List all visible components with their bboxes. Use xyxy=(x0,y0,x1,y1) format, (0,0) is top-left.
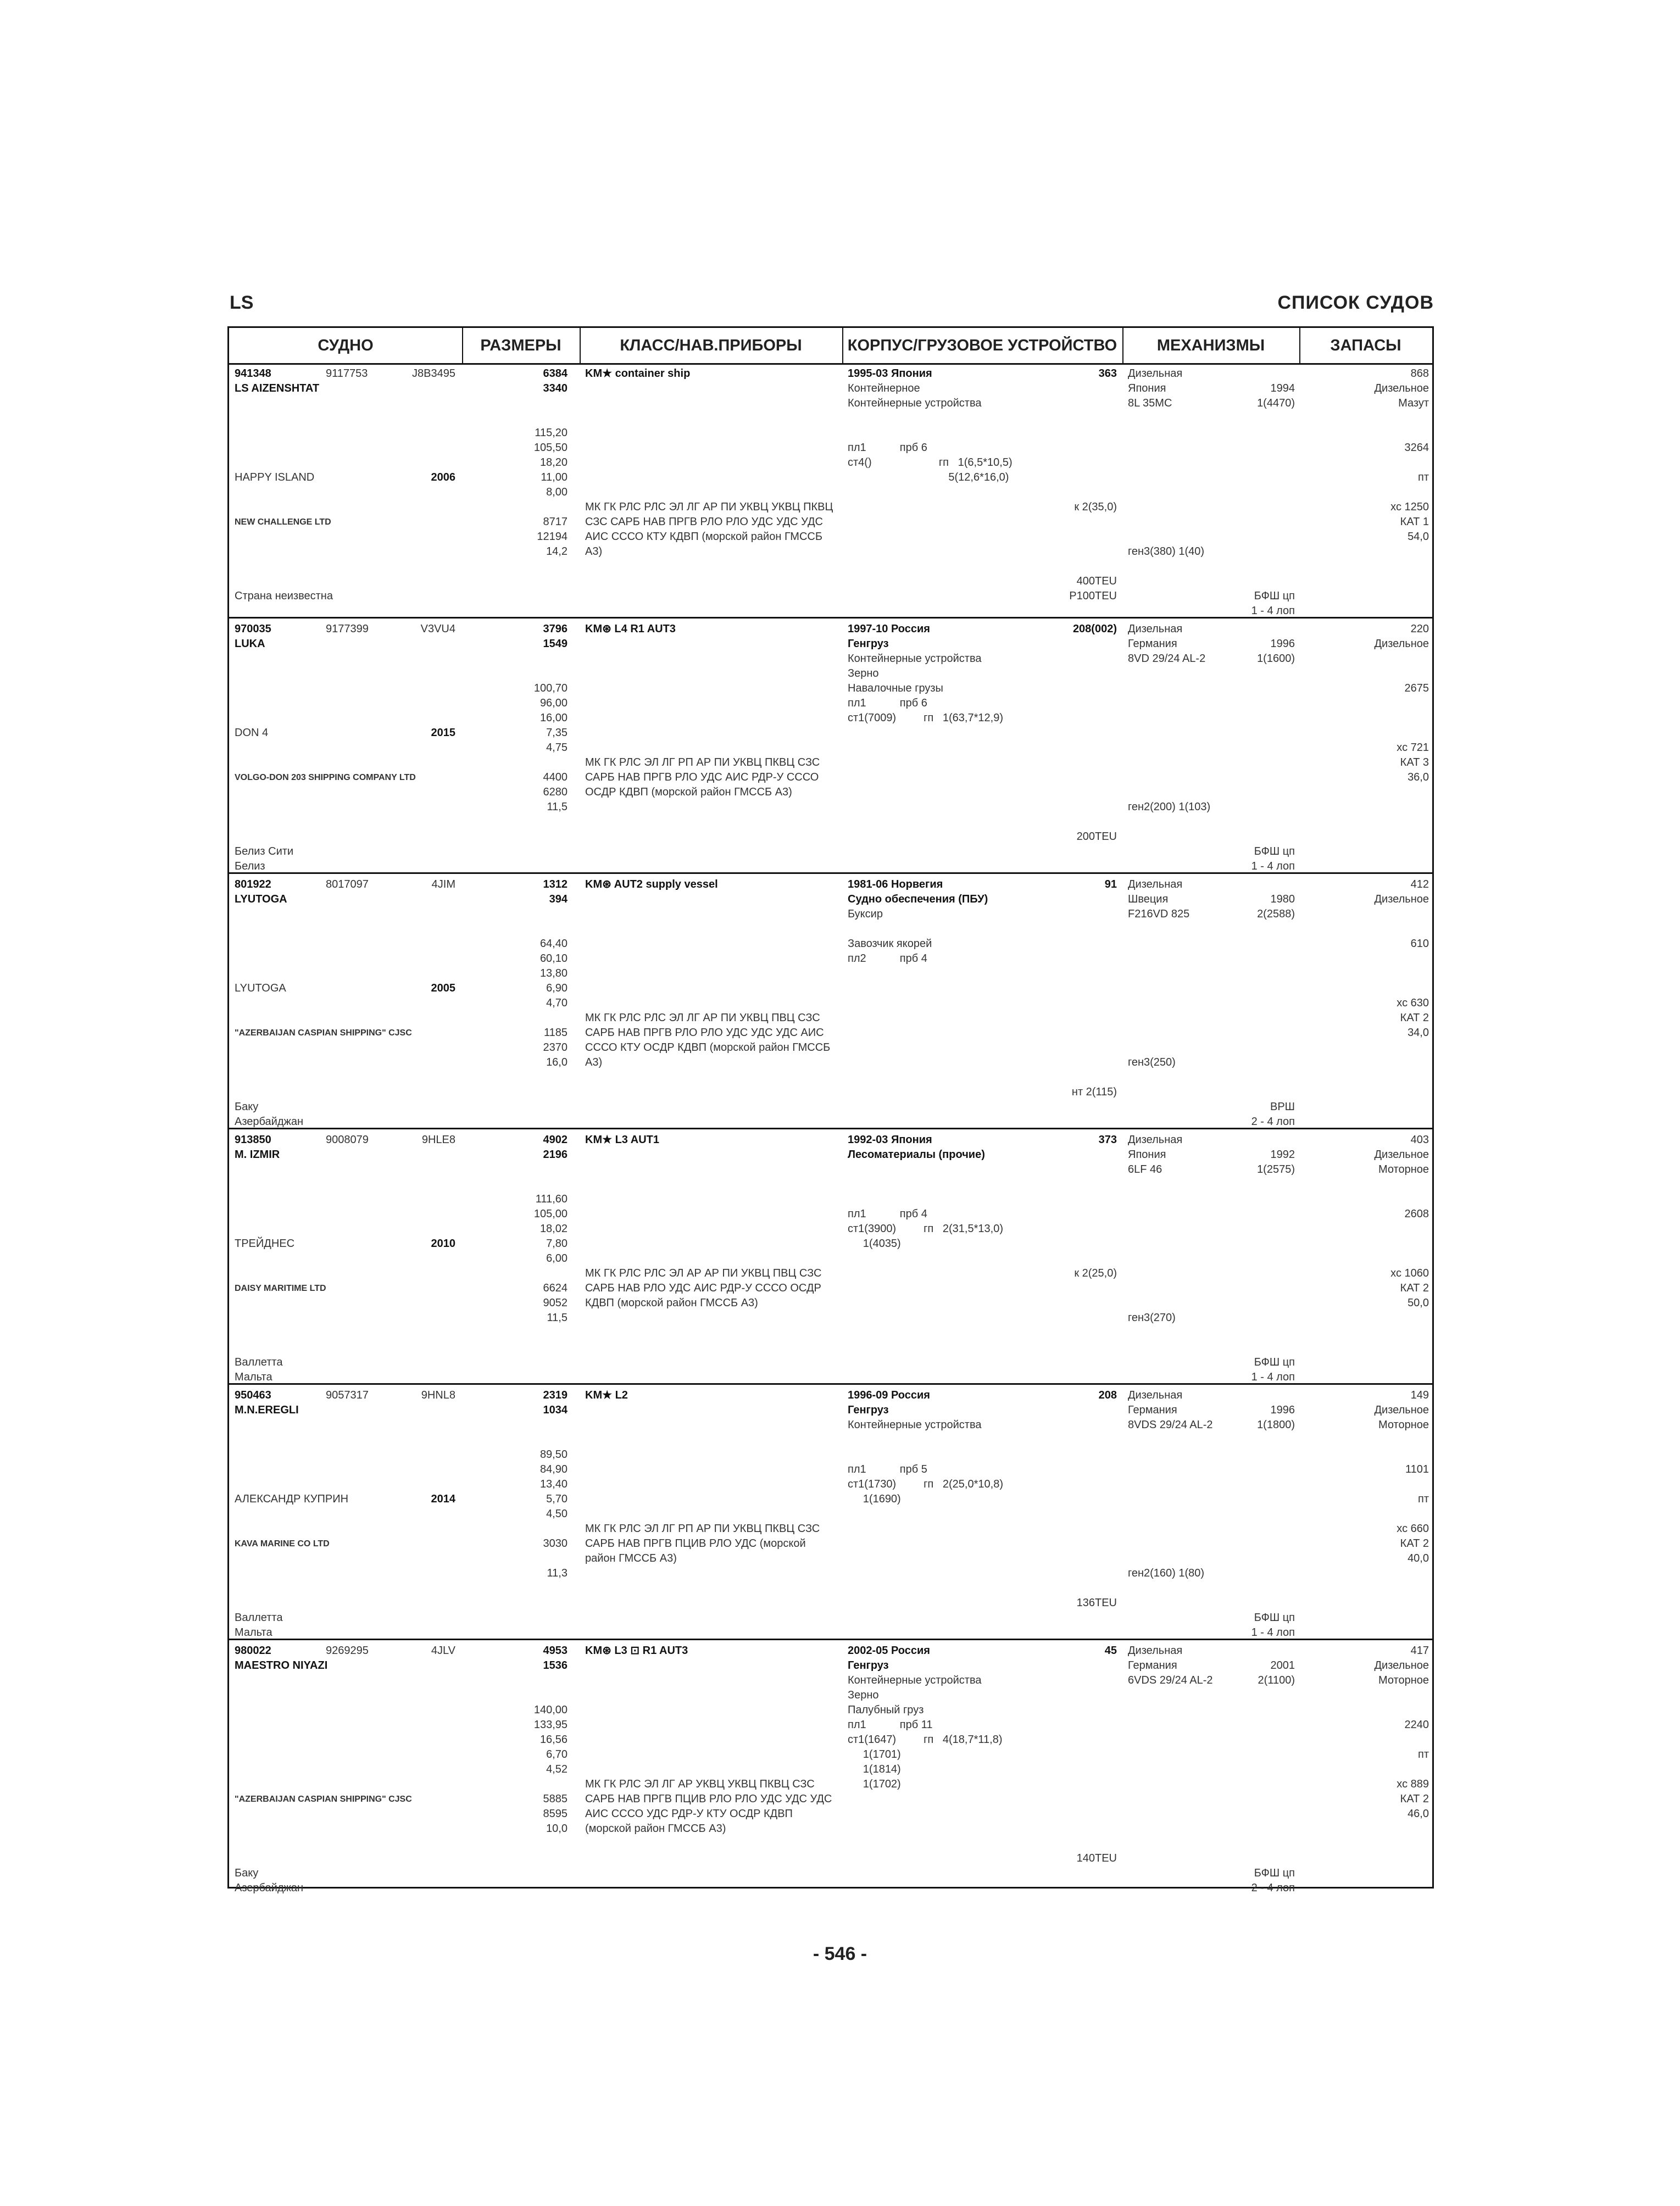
dimension-value: 13,40 xyxy=(539,1478,568,1490)
flag-year: 2015 xyxy=(431,727,455,739)
engine-year: 1994 xyxy=(1270,382,1295,394)
build-date-country: 1997-10 Россия xyxy=(848,623,930,635)
flag-country: Мальта xyxy=(235,1626,272,1639)
hull-number: 91 xyxy=(1104,878,1117,890)
supply-value: 40,0 xyxy=(1408,1552,1429,1564)
supply-value: 54,0 xyxy=(1408,531,1429,543)
owner-name: NEW CHALLENGE LTD xyxy=(235,517,331,527)
hull-number: 208(002) xyxy=(1072,623,1117,635)
supply-value: КАТ 2 xyxy=(1400,1537,1429,1550)
hull-line: Генгруз xyxy=(848,1404,889,1416)
col-class: КЛАСС/НАВ.ПРИБОРЫ xyxy=(620,337,802,354)
hull-line: Контейнерные устройства xyxy=(848,1419,982,1431)
owner-name: KAVA MARINE CO LTD xyxy=(235,1539,330,1548)
imo-number: 9008079 xyxy=(326,1134,369,1146)
supply-value: 3264 xyxy=(1404,442,1429,454)
machinery-line: Дизельная xyxy=(1128,1645,1183,1657)
flag-country: Азербайджан xyxy=(235,1882,304,1894)
hull-line: Навалочные грузы xyxy=(848,682,943,694)
hull-number: 373 xyxy=(1098,1134,1117,1146)
hull-number: 363 xyxy=(1098,367,1117,380)
machinery-line: Дизельная xyxy=(1128,1134,1183,1146)
class-notation: KM★ L3 AUT1 xyxy=(585,1134,659,1146)
crane-info: к 2(25,0) xyxy=(1074,1267,1117,1279)
engine-power: 1(1600) xyxy=(1257,653,1295,665)
dimension-value: 1312 xyxy=(543,878,568,890)
hull-line: ст1(1730) гп 2(25,0*10,8) xyxy=(848,1478,1003,1490)
propeller-blades: 1 - 4 лоп xyxy=(1251,860,1295,872)
container-capacity: нт 2(115) xyxy=(1071,1086,1117,1098)
reg-number: 913850 xyxy=(235,1134,271,1146)
dimension-value: 140,00 xyxy=(533,1704,568,1716)
propeller-blades: 2 - 4 лоп xyxy=(1251,1116,1295,1128)
hull-line: пл1 прб 6 xyxy=(848,442,927,454)
propeller-type: БФШ цп xyxy=(1254,845,1295,857)
dimension-value: 6280 xyxy=(543,786,568,798)
page-number: - 546 - xyxy=(813,1943,867,1964)
dimension-value: 5,70 xyxy=(546,1493,568,1505)
hull-line: Генгруз xyxy=(848,1659,889,1672)
crane-info: к 2(35,0) xyxy=(1074,501,1117,513)
supply-value: Моторное xyxy=(1378,1674,1429,1686)
nav-equipment: МК ГК РЛС ЭЛ ЛГ РП АР ПИ УКВЦ ПКВЦ СЗС САРБ НАВ ПРГВ РЛО УДС АИС РДР-У СССО ОСДР КДВП (морской район ГМССБ А3) xyxy=(585,756,820,798)
propeller-type: БФШ цп xyxy=(1254,1867,1295,1879)
nav-equipment: МК ГК РЛС РЛС ЭЛ АР АР ПИ УКВЦ ПВЦ СЗС САРБ НАВ РЛО УДС АИС РДР-У СССО ОСДР КДВП (морской район ГМССБ А3) xyxy=(585,1267,822,1309)
supply-value: хс 721 xyxy=(1397,742,1429,754)
container-capacity: 140TEU xyxy=(1076,1852,1117,1864)
dimension-value: 115,20 xyxy=(535,427,568,439)
dimension-value: 11,5 xyxy=(547,801,568,813)
propeller-type: БФШ цп xyxy=(1254,1356,1295,1368)
former-name: DON 4 xyxy=(235,727,269,739)
supply-value: 220 xyxy=(1410,623,1429,635)
flag-year: 2005 xyxy=(431,982,455,994)
hull-line: ст1(3900) гп 2(31,5*13,0) xyxy=(848,1223,1003,1235)
dimension-value: 1549 xyxy=(543,638,568,650)
supply-value: 50,0 xyxy=(1408,1297,1429,1309)
hull-line: пл1 прб 4 xyxy=(848,1208,927,1220)
hull-line: Контейнерное xyxy=(848,382,920,394)
machinery-line: 8L 35MC xyxy=(1128,397,1172,409)
dimension-value: 16,00 xyxy=(539,712,568,724)
class-notation: KM⊛ AUT2 supply vessel xyxy=(585,878,718,890)
class-notation: KM★ L2 xyxy=(585,1389,628,1401)
dimension-value: 3796 xyxy=(543,623,568,635)
dimension-value: 89,50 xyxy=(539,1449,568,1461)
flag-country: Азербайджан xyxy=(235,1116,304,1128)
propeller-blades: 2 - 4 лоп xyxy=(1251,1882,1295,1894)
supply-value: хс 630 xyxy=(1397,997,1429,1009)
container-capacity: 400TEU xyxy=(1076,575,1117,587)
dimension-value: 8595 xyxy=(543,1808,568,1820)
supply-value: 417 xyxy=(1410,1645,1429,1657)
header-right: СПИСОК СУДОВ xyxy=(1277,292,1434,313)
former-name: ТРЕЙДНЕС xyxy=(235,1238,295,1250)
dimension-value: 16,56 xyxy=(539,1734,568,1746)
owner-name: VOLGO-DON 203 SHIPPING COMPANY LTD xyxy=(235,773,416,782)
supply-value: КАТ 2 xyxy=(1400,1793,1429,1805)
build-date-country: 1992-03 Япония xyxy=(848,1134,932,1146)
dimension-value: 6,90 xyxy=(546,982,568,994)
supply-value: 149 xyxy=(1410,1389,1429,1401)
col-supplies: ЗАПАСЫ xyxy=(1330,337,1401,354)
imo-number: 9057317 xyxy=(326,1389,369,1401)
engine-year: 1980 xyxy=(1270,893,1295,905)
dimension-value: 7,35 xyxy=(546,727,568,739)
hull-line: 1(1814) xyxy=(848,1763,901,1775)
ship-record xyxy=(229,1640,1432,1896)
call-sign: J8B3495 xyxy=(412,367,455,380)
imo-number: 9117753 xyxy=(326,367,368,380)
engine-power: 2(2588) xyxy=(1257,908,1295,920)
machinery-line: Германия xyxy=(1128,1404,1177,1416)
hull-line: Лесоматериалы (прочие) xyxy=(848,1149,985,1161)
dimension-value: 60,10 xyxy=(539,952,568,965)
dimension-value: 100,70 xyxy=(533,682,568,694)
col-machinery: МЕХАНИЗМЫ xyxy=(1156,337,1265,354)
dimension-value: 1185 xyxy=(543,1027,568,1039)
dimension-value: 84,90 xyxy=(539,1463,568,1475)
supply-value: 412 xyxy=(1410,878,1429,890)
dimension-value: 105,00 xyxy=(533,1208,568,1220)
hull-line: Контейнерные устройства xyxy=(848,1674,982,1686)
machinery-line: F216VD 825 xyxy=(1128,908,1190,920)
generators: ген3(270) xyxy=(1128,1312,1176,1324)
hull-line: Буксир xyxy=(848,908,883,920)
call-sign: 9HLE8 xyxy=(421,1134,455,1146)
hull-line: Генгруз xyxy=(848,638,889,650)
dimension-value: 64,40 xyxy=(539,938,568,950)
supply-value: пт xyxy=(1418,471,1429,483)
propeller-blades: 1 - 4 лоп xyxy=(1251,1626,1295,1639)
dimension-value: 4953 xyxy=(543,1645,568,1657)
dimension-value: 6624 xyxy=(543,1282,568,1294)
hull-line: 1(4035) xyxy=(848,1238,901,1250)
class-notation: KM⊛ L3 ⊡ R1 AUT3 xyxy=(585,1645,688,1657)
home-port: Валлетта xyxy=(235,1356,283,1368)
supply-value: 34,0 xyxy=(1408,1027,1429,1039)
supply-value: 2675 xyxy=(1404,682,1429,694)
propeller-blades: 1 - 4 лоп xyxy=(1251,605,1295,617)
supply-value: Дизельное xyxy=(1374,1404,1429,1416)
dimension-value: 8717 xyxy=(543,516,568,528)
generators: ген3(250) xyxy=(1128,1056,1176,1068)
former-name: LYUTOGA xyxy=(235,982,286,994)
dimension-value: 1536 xyxy=(543,1659,568,1672)
call-sign: V3VU4 xyxy=(420,623,455,635)
home-port: Страна неизвестна xyxy=(235,590,333,602)
hull-number: 45 xyxy=(1104,1645,1117,1657)
supply-value: 1101 xyxy=(1405,1463,1429,1475)
ship-record xyxy=(229,1385,1432,1640)
engine-power: 1(4470) xyxy=(1257,397,1295,409)
owner-name: "AZERBAIJAN CASPIAN SHIPPING" CJSC xyxy=(235,1795,412,1804)
home-port: Баку xyxy=(235,1867,259,1879)
supply-value: Дизельное xyxy=(1374,1659,1429,1672)
supply-value: КАТ 1 xyxy=(1400,516,1429,528)
dimension-value: 4400 xyxy=(543,771,568,783)
header-left: LS xyxy=(230,292,254,313)
ship-record xyxy=(229,1129,1432,1385)
engine-power: 1(1800) xyxy=(1257,1419,1295,1431)
hull-line: Зерно xyxy=(848,667,879,679)
machinery-line: Германия xyxy=(1128,1659,1177,1672)
propeller-blades: 1 - 4 лоп xyxy=(1251,1371,1295,1383)
nav-equipment: МК ГК РЛС ЭЛ ЛГ РП АР ПИ УКВЦ ПКВЦ СЗС САРБ НАВ ПРГВ ПЦИВ РЛО УДС (морской район ГМССБ А3) xyxy=(585,1523,820,1564)
home-port: Валлетта xyxy=(235,1612,283,1624)
machinery-line: Япония xyxy=(1128,1149,1166,1161)
dimension-value: 9052 xyxy=(543,1297,568,1309)
supply-value: пт xyxy=(1418,1748,1429,1761)
supply-value: Дизельное xyxy=(1374,1149,1429,1161)
flag-country: Мальта xyxy=(235,1371,272,1383)
hull-line: 1(1701) xyxy=(848,1748,901,1761)
hull-line: 1(1702) xyxy=(848,1778,901,1790)
engine-year: 1996 xyxy=(1270,638,1295,650)
machinery-line: 6LF 46 xyxy=(1128,1163,1162,1176)
propeller-type: БФШ цп xyxy=(1254,1612,1295,1624)
supply-value: Моторное xyxy=(1378,1419,1429,1431)
machinery-line: Швеция xyxy=(1128,893,1169,905)
dimension-value: 2319 xyxy=(543,1389,568,1401)
dimension-value: 4,52 xyxy=(546,1763,568,1775)
reg-number: 941348 xyxy=(235,367,271,380)
supply-value: КАТ 2 xyxy=(1400,1282,1429,1294)
supply-value: КАТ 2 xyxy=(1400,1012,1429,1024)
dimension-value: 3340 xyxy=(543,382,568,394)
supply-value: хс 1060 xyxy=(1390,1267,1429,1279)
dimension-value: 1034 xyxy=(543,1404,568,1416)
supply-value: хс 889 xyxy=(1397,1778,1429,1790)
dimension-value: 6,70 xyxy=(546,1748,568,1761)
reg-number: 980022 xyxy=(235,1645,271,1657)
dimension-value: 11,5 xyxy=(547,1312,568,1324)
class-notation: KM⊛ L4 R1 AUT3 xyxy=(585,623,676,635)
supply-value: Дизельное xyxy=(1374,638,1429,650)
engine-year: 2001 xyxy=(1270,1659,1295,1672)
dimension-value: 105,50 xyxy=(533,442,568,454)
hull-line: пл1 прб 6 xyxy=(848,697,927,709)
owner-name: DAISY MARITIME LTD xyxy=(235,1284,326,1293)
dimension-value: 8,00 xyxy=(546,486,568,498)
hull-line: 1(1690) xyxy=(848,1493,901,1505)
col-hull: КОРПУС/ГРУЗОВОЕ УСТРОЙСТВО xyxy=(847,337,1117,354)
hull-number: 208 xyxy=(1098,1389,1117,1401)
hull-line: пл2 прб 4 xyxy=(848,952,927,965)
owner-name: "AZERBAIJAN CASPIAN SHIPPING" CJSC xyxy=(235,1028,412,1038)
hull-line: Контейнерные устройства xyxy=(848,397,982,409)
ship-record xyxy=(229,874,1432,1129)
supply-value: 610 xyxy=(1410,938,1429,950)
dimension-value: 13,80 xyxy=(539,967,568,979)
hull-line: Палубный груз xyxy=(848,1704,924,1716)
home-port: Баку xyxy=(235,1101,259,1113)
supply-value: КАТ 3 xyxy=(1400,756,1429,768)
hull-line: 5(12,6*16,0) xyxy=(848,471,1009,483)
dimension-value: 12194 xyxy=(537,531,568,543)
imo-number: 9269295 xyxy=(326,1645,369,1657)
engine-year: 1996 xyxy=(1270,1404,1295,1416)
dimension-value: 4,50 xyxy=(546,1508,568,1520)
ship-name: M.N.EREGLI xyxy=(235,1404,299,1416)
dimension-value: 133,95 xyxy=(533,1719,568,1731)
build-date-country: 2002-05 Россия xyxy=(848,1645,930,1657)
hull-line: пл1 прб 11 xyxy=(848,1719,933,1731)
supply-value: хс 660 xyxy=(1397,1523,1429,1535)
dimension-value: 4902 xyxy=(543,1134,568,1146)
flag-year: 2010 xyxy=(431,1238,455,1250)
machinery-line: Дизельная xyxy=(1128,878,1183,890)
propeller-type: БФШ цп xyxy=(1254,590,1295,602)
machinery-line: Дизельная xyxy=(1128,367,1183,380)
call-sign: 9HNL8 xyxy=(421,1389,455,1401)
hull-line: Зерно xyxy=(848,1689,879,1701)
former-name: HAPPY ISLAND xyxy=(235,471,315,483)
ship-name: LS AIZENSHTAT xyxy=(235,382,320,394)
build-date-country: 1995-03 Япония xyxy=(848,367,932,380)
dimension-value: 7,80 xyxy=(546,1238,568,1250)
ship-name: M. IZMIR xyxy=(235,1149,280,1161)
flag-country: Белиз xyxy=(235,860,265,872)
dimension-value: 18,02 xyxy=(539,1223,568,1235)
supply-value: хс 1250 xyxy=(1390,501,1429,513)
supply-value: 2608 xyxy=(1404,1208,1429,1220)
engine-power: 1(2575) xyxy=(1257,1163,1295,1176)
engine-year: 1992 xyxy=(1270,1149,1295,1161)
dimension-value: 4,75 xyxy=(546,742,568,754)
machinery-line: 6VDS 29/24 AL-2 xyxy=(1128,1674,1213,1686)
ships-table xyxy=(227,326,1434,1894)
hull-line: ст1(7009) гп 1(63,7*12,9) xyxy=(848,712,1003,724)
imo-number: 9177399 xyxy=(326,623,369,635)
machinery-line: Япония xyxy=(1128,382,1166,394)
call-sign: 4JLV xyxy=(431,1645,455,1657)
imo-number: 8017097 xyxy=(326,878,369,890)
dimension-value: 14,2 xyxy=(546,545,568,558)
dimension-value: 18,20 xyxy=(539,456,568,469)
ship-record xyxy=(229,619,1432,874)
nav-equipment: МК ГК РЛС РЛС ЭЛ ЛГ АР ПИ УКВЦ УКВЦ ПКВЦ СЗС САРБ НАВ ПРГВ РЛО РЛО УДС УДС УДС АИС СССО КТУ КДВП (морской район ГМССБ А3) xyxy=(585,501,833,558)
dimension-value: 96,00 xyxy=(539,697,568,709)
col-dimensions: РАЗМЕРЫ xyxy=(480,337,561,354)
flag-year: 2014 xyxy=(431,1493,455,1505)
home-port: Белиз Сити xyxy=(235,845,294,857)
supply-value: пт xyxy=(1418,1493,1429,1505)
hull-line: Судно обеспечения (ПБУ) xyxy=(848,893,988,905)
hull-line: пл1 прб 5 xyxy=(848,1463,927,1475)
machinery-line: Дизельная xyxy=(1128,1389,1183,1401)
machinery-line: 8VDS 29/24 AL-2 xyxy=(1128,1419,1213,1431)
dimension-value: 394 xyxy=(549,893,568,905)
dimension-value: 6384 xyxy=(543,367,568,380)
generators: ген2(160) 1(80) xyxy=(1128,1567,1205,1579)
dimension-value: 10,0 xyxy=(546,1823,568,1835)
supply-value: 868 xyxy=(1410,367,1429,380)
dimension-value: 2196 xyxy=(543,1149,568,1161)
generators: ген3(380) 1(40) xyxy=(1128,545,1205,558)
supply-value: Дизельное xyxy=(1374,893,1429,905)
reg-number: 801922 xyxy=(235,878,271,890)
flag-year: 2006 xyxy=(431,471,455,483)
dimension-value: 111,60 xyxy=(535,1193,568,1205)
supply-value: Моторное xyxy=(1378,1163,1429,1176)
ship-name: LUKA xyxy=(235,638,265,650)
propeller-type: ВРШ xyxy=(1270,1101,1295,1113)
supply-value: 403 xyxy=(1410,1134,1429,1146)
build-date-country: 1981-06 Норвегия xyxy=(848,878,943,890)
nav-equipment: МК ГК РЛС ЭЛ ЛГ АР УКВЦ УКВЦ ПКВЦ СЗС САРБ НАВ ПРГВ ПЦИВ РЛО РЛО УДС УДС УДС АИС СССО УДС РДР-У КТУ ОСДР КДВП (морской район ГМССБ А3) xyxy=(585,1778,832,1835)
call-sign: 4JIM xyxy=(431,878,455,890)
dimension-value: 6,00 xyxy=(546,1252,568,1264)
dimension-value: 16,0 xyxy=(546,1056,568,1068)
container-capacity: 200TEU xyxy=(1076,831,1117,843)
build-date-country: 1996-09 Россия xyxy=(848,1389,930,1401)
hull-line: ст1(1647) гп 4(18,7*11,8) xyxy=(848,1734,1003,1746)
ship-name: LYUTOGA xyxy=(235,893,287,905)
ship-name: MAESTRO NIYAZI xyxy=(235,1659,328,1672)
generators: ген2(200) 1(103) xyxy=(1128,801,1211,813)
class-notation: KM★ container ship xyxy=(585,367,691,380)
dimension-value: 11,3 xyxy=(547,1567,568,1579)
hull-line: Контейнерные устройства xyxy=(848,653,982,665)
hull-line: ст4() гп 1(6,5*10,5) xyxy=(848,456,1013,469)
dimension-value: 4,70 xyxy=(546,997,568,1009)
supply-value: Мазут xyxy=(1398,397,1429,409)
dimension-value: 11,00 xyxy=(541,471,568,483)
table-header xyxy=(229,328,1432,365)
reg-number: 970035 xyxy=(235,623,271,635)
col-ship: СУДНО xyxy=(318,337,374,354)
supply-value: 2240 xyxy=(1404,1719,1429,1731)
machinery-line: Дизельная xyxy=(1128,623,1183,635)
hull-line: Завозчик якорей xyxy=(848,938,932,950)
ship-record xyxy=(229,363,1432,619)
engine-power: 2(1100) xyxy=(1258,1674,1295,1686)
machinery-line: Германия xyxy=(1128,638,1177,650)
supply-value: 36,0 xyxy=(1408,771,1429,783)
dimension-value: 3030 xyxy=(543,1537,568,1550)
former-name: АЛЕКСАНДР КУПРИН xyxy=(235,1493,349,1505)
nav-equipment: МК ГК РЛС РЛС ЭЛ ЛГ АР ПИ УКВЦ ПВЦ СЗС САРБ НАВ ПРГВ РЛО РЛО УДС УДС УДС АИС СССО КТУ ОСДР КДВП (морской район ГМССБ А3) xyxy=(585,1012,831,1068)
supply-value: Дизельное xyxy=(1374,382,1429,394)
supply-value: 46,0 xyxy=(1408,1808,1429,1820)
container-capacity: 136TEU xyxy=(1076,1597,1117,1609)
dimension-value: 5885 xyxy=(543,1793,568,1805)
container-capacity: P100TEU xyxy=(1069,590,1117,602)
reg-number: 950463 xyxy=(235,1389,271,1401)
dimension-value: 2370 xyxy=(543,1041,568,1054)
machinery-line: 8VD 29/24 AL-2 xyxy=(1128,653,1206,665)
